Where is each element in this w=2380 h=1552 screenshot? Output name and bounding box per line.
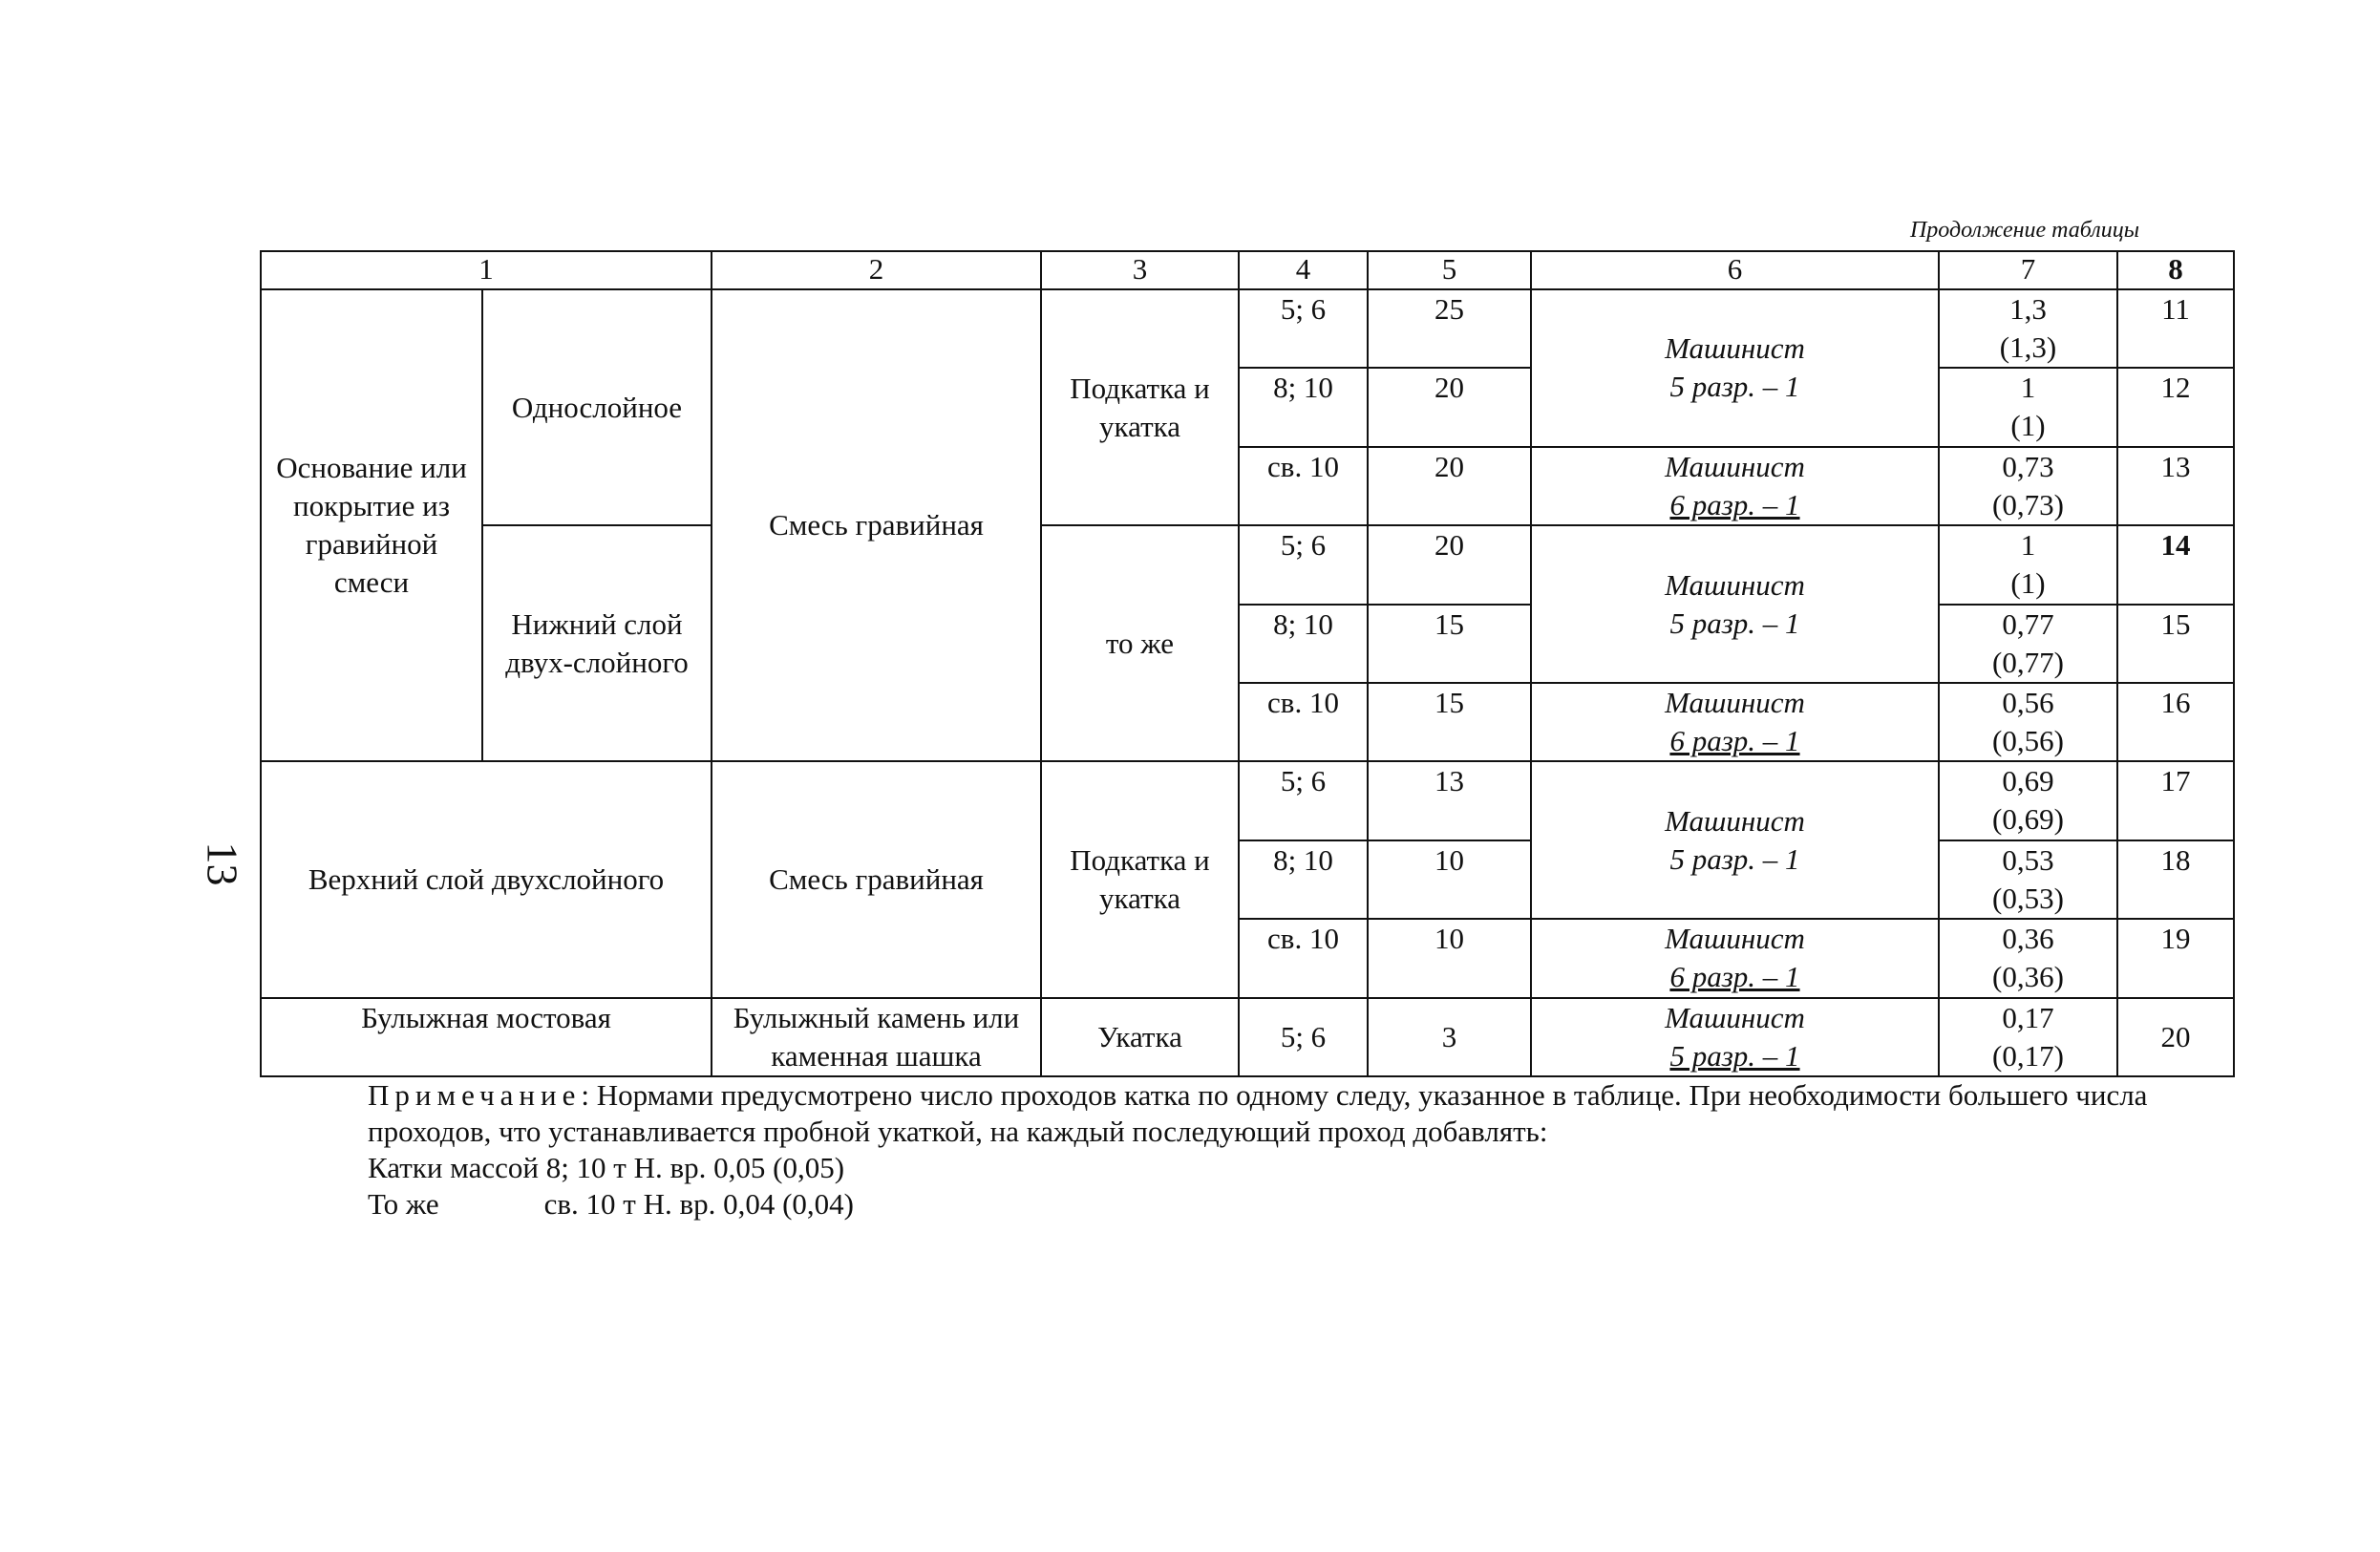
material-cell: Булыжный камень или каменная шашка [712, 998, 1041, 1076]
work-cell: Укатка [1041, 998, 1239, 1076]
header-col-6: 6 [1531, 251, 1939, 289]
crew-grade: 5 разр. – 1 [1669, 1039, 1800, 1073]
row-number-cell: 17 [2117, 761, 2234, 840]
row-number-cell: 12 [2117, 368, 2234, 446]
row-number-cell: 18 [2117, 840, 2234, 919]
crew-cell [1531, 919, 1939, 997]
row-number-cell: 16 [2117, 683, 2234, 761]
page-number: 13 [198, 841, 247, 886]
cobblestone-cell: Булыжная мостовая [261, 998, 712, 1076]
crew-cell [1531, 447, 1939, 525]
mass-cell: св. 10 [1239, 447, 1368, 525]
row-number-cell: 13 [2117, 447, 2234, 525]
mass-cell: св. 10 [1239, 919, 1368, 997]
norm-value: 0,77 [2002, 606, 2054, 641]
mass-cell: 8; 10 [1239, 368, 1368, 446]
passes-cell: 20 [1368, 525, 1531, 604]
norm-cell [1939, 998, 2117, 1076]
crew-title: Машинист [1665, 922, 1805, 956]
header-col-7: 7 [1939, 251, 2117, 289]
norm-paren: (1,3) [1999, 330, 2057, 364]
table-row [261, 289, 2234, 368]
row-number-cell: 14 [2117, 525, 2234, 604]
norm-value: 0,53 [2002, 842, 2054, 877]
passes-cell: 15 [1368, 683, 1531, 761]
norm-paren: (0,56) [1992, 723, 2064, 757]
table-row [261, 998, 2234, 1076]
norm-value: 0,56 [2002, 685, 2054, 719]
upper-layer-cell: Верхний слой двухслойного [261, 761, 712, 997]
work-cell: то же [1041, 525, 1239, 761]
mass-cell: 8; 10 [1239, 840, 1368, 919]
norm-value: 1 [2020, 528, 2036, 563]
crew-cell [1531, 525, 1939, 683]
crew-cell [1531, 761, 1939, 919]
passes-cell: 13 [1368, 761, 1531, 840]
norm-cell [1939, 761, 2117, 840]
crew-grade: 5 разр. – 1 [1669, 370, 1800, 404]
norm-value: 0,73 [2002, 449, 2054, 483]
header-col-2: 2 [712, 251, 1041, 289]
mass-cell: 5; 6 [1239, 998, 1368, 1076]
header-col-5: 5 [1368, 251, 1531, 289]
norm-value: 1,3 [2009, 292, 2047, 326]
norm-value: 1 [2020, 371, 2036, 405]
norm-cell [1939, 919, 2117, 997]
row-number-cell: 11 [2117, 289, 2234, 368]
passes-cell: 3 [1368, 998, 1531, 1076]
crew-grade: 5 разр. – 1 [1669, 841, 1800, 876]
passes-cell: 25 [1368, 289, 1531, 368]
norm-value: 0,69 [2002, 764, 2054, 798]
header-col-1: 1 [261, 251, 712, 289]
material-cell: Смесь гравийная [712, 761, 1041, 997]
crew-cell [1531, 683, 1939, 761]
layer-single-cell: Однослойное [482, 289, 712, 525]
norm-cell [1939, 289, 2117, 368]
table-note [260, 1077, 2227, 1222]
crew-grade: 5 разр. – 1 [1669, 606, 1800, 640]
norm-paren: (0,17) [1992, 1039, 2064, 1073]
base-type-cell: Основание или покрытие из гравийной смеси [261, 289, 482, 761]
mass-cell: 5; 6 [1239, 525, 1368, 604]
crew-title: Машинист [1665, 686, 1805, 720]
header-col-4: 4 [1239, 251, 1368, 289]
passes-cell: 20 [1368, 447, 1531, 525]
norm-value: 0,36 [2002, 922, 2054, 956]
layer-lower-cell: Нижний слой двух-слойного [482, 525, 712, 761]
norm-paren: (0,36) [1992, 960, 2064, 994]
note-line-1: Катки массой 8; 10 т Н. вр. 0,05 (0,05) [368, 1151, 845, 1184]
table-row [261, 525, 2234, 604]
header-col-3: 3 [1041, 251, 1239, 289]
norm-paren: (1) [2010, 566, 2046, 601]
crew-title: Машинист [1665, 567, 1805, 602]
material-cell: Смесь гравийная [712, 289, 1041, 761]
norm-cell [1939, 368, 2117, 446]
norm-value: 0,17 [2002, 1001, 2054, 1034]
mass-cell: 8; 10 [1239, 605, 1368, 683]
crew-grade: 6 разр. – 1 [1669, 724, 1800, 758]
mass-cell: 5; 6 [1239, 289, 1368, 368]
norm-paren: (0,53) [1992, 881, 2064, 915]
work-cell: Подкатка и укатка [1041, 761, 1239, 997]
note-line-2-value: св. 10 т Н. вр. 0,04 (0,04) [543, 1187, 854, 1221]
header-col-8: 8 [2117, 251, 2234, 289]
row-number-cell: 20 [2117, 998, 2234, 1076]
mass-cell: св. 10 [1239, 683, 1368, 761]
crew-title: Машинист [1665, 803, 1805, 838]
mass-cell: 5; 6 [1239, 761, 1368, 840]
norm-paren: (1) [2010, 409, 2046, 443]
note-label: Примечание [368, 1078, 582, 1112]
crew-grade: 6 разр. – 1 [1669, 487, 1800, 521]
header-row [261, 251, 2234, 289]
crew-cell [1531, 998, 1939, 1076]
passes-cell: 20 [1368, 368, 1531, 446]
norm-cell [1939, 605, 2117, 683]
note-text: : Нормами предусмотрено число проходов катка по одному следу, указанное в таблице. При необходимости большего числа проходов, что устанавливается пробной укаткой, на каждый последующий проход добавлять: [368, 1078, 2148, 1148]
work-cell: Подкатка и укатка [1041, 289, 1239, 525]
crew-title: Машинист [1665, 449, 1805, 483]
continuation-caption: Продолжение таблицы [1909, 218, 2139, 243]
norm-cell [1939, 525, 2117, 604]
crew-title: Машинист [1665, 1001, 1805, 1034]
norm-paren: (0,73) [1992, 487, 2064, 521]
crew-cell [1531, 289, 1939, 447]
row-number-cell: 15 [2117, 605, 2234, 683]
row-number-cell: 19 [2117, 919, 2234, 997]
norms-table [260, 250, 2235, 1077]
norm-cell [1939, 683, 2117, 761]
crew-grade: 6 разр. – 1 [1669, 960, 1800, 994]
passes-cell: 10 [1368, 840, 1531, 919]
table-row [261, 761, 2234, 840]
passes-cell: 10 [1368, 919, 1531, 997]
norm-cell [1939, 447, 2117, 525]
norm-paren: (0,69) [1992, 802, 2064, 837]
norm-cell [1939, 840, 2117, 919]
passes-cell: 15 [1368, 605, 1531, 683]
crew-title: Машинист [1665, 331, 1805, 366]
note-line-2-label: То же [368, 1187, 439, 1221]
norm-paren: (0,77) [1992, 645, 2064, 679]
